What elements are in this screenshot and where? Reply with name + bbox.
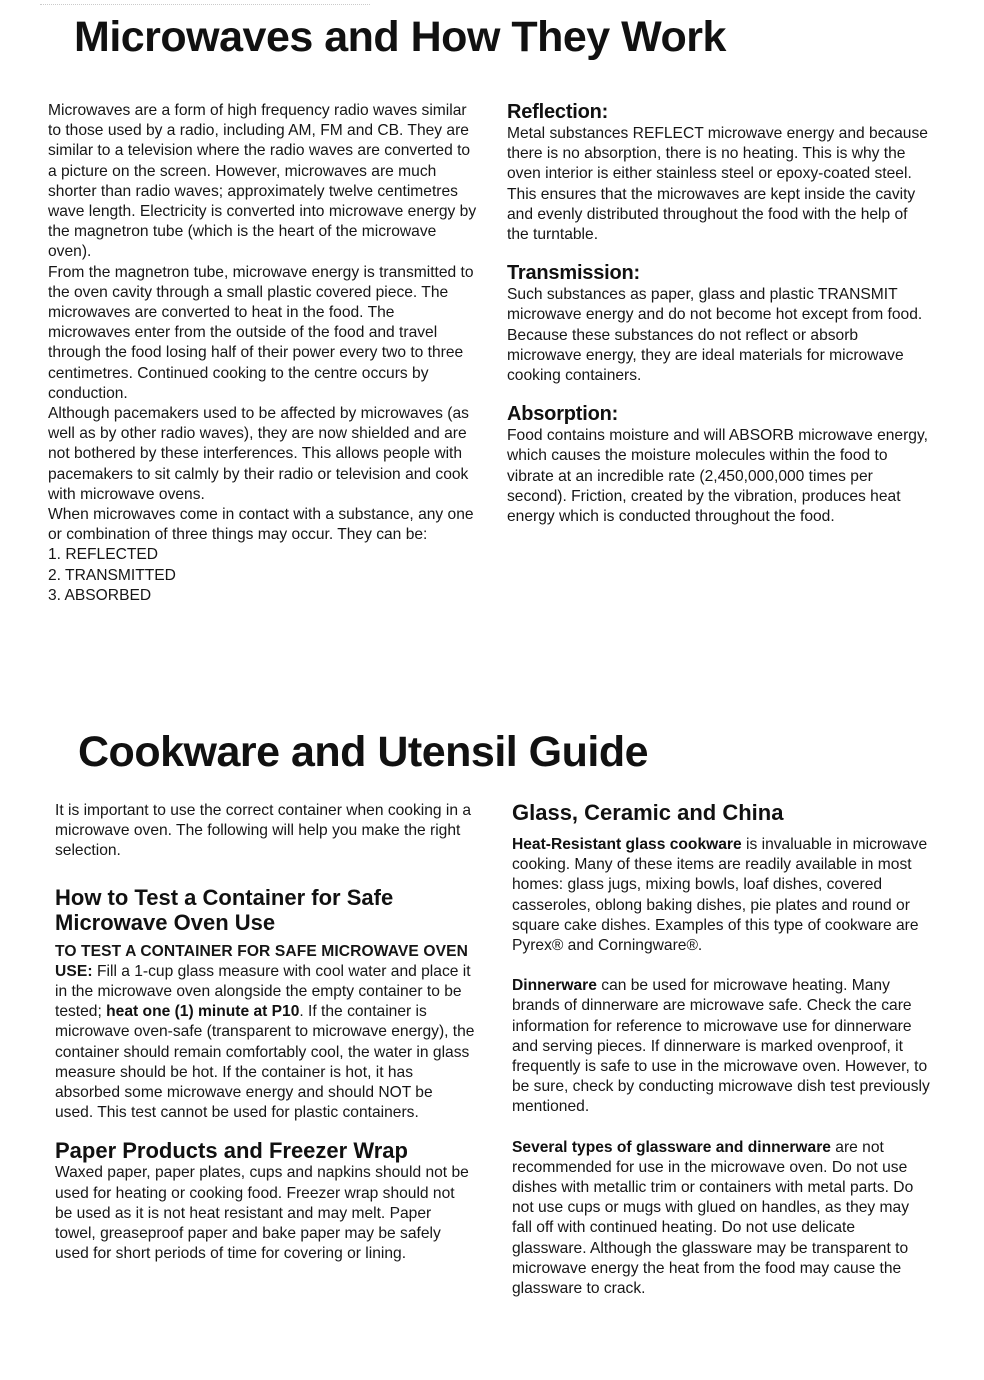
transmission-heading: Transmission: xyxy=(507,262,640,285)
list-item: 3. ABSORBED xyxy=(48,586,152,604)
glass-paragraph: Heat-Resistant glass cookware is invaluable in microwave cooking. Many of these items are readily available in most homes: glass jugs, mixing bowls, loaf dishes, covered casseroles, oblong baking dishes, pie plates and round or square cake dishes. Examples of this type of cookware are Pyrex® and Corningware®. xyxy=(512,836,928,955)
dinnerware-paragraph: Dinnerware can be used for microwave heating. Many brands of dinnerware are microwave safe. Check the care information for reference to microwave use for dinnerware and serving pieces. If dinnerware is marked ovenproof, it frequently is safe to use in the microwave oven. However, to be sure, check by conducting microwave dish test previously mentioned. xyxy=(512,977,930,1116)
paragraph: From the magnetron tube, microwave energy is transmitted to the oven cavity through a small plastic covered piece. The microwaves are converted to heat in the food. The microwaves enter from the outside of the food and travel through the food losing half of their power every two to three centimetres. Continued cooking to the centre occurs by conduction. xyxy=(48,263,474,402)
paper-products-heading: Paper Products and Freezer Wrap xyxy=(55,1138,408,1164)
effects-list xyxy=(48,545,478,606)
absorption-text: Food contains moisture and will ABSORB microwave energy, which causes the moisture molecules within the food to vibrate at an incredible rate (2,450,000,000 times per second). Friction, created by the vibration, produces heat energy which is conducted throughout the food. xyxy=(507,427,928,526)
intro-paragraph: It is important to use the correct container when cooking in a microwave oven. The following will help you make the right selection. xyxy=(55,802,472,860)
section-title-microwaves: Microwaves and How They Work xyxy=(74,13,726,61)
list-item: 2. TRANSMITTED xyxy=(48,566,176,584)
paragraph: Microwaves are a form of high frequency radio waves similar to those used by a radio, including AM, FM and CB. They are similar to a television where the radio waves are converted to a picture on the screen. However, microwaves are much shorter than radio waves; approximately twelve centimetres wave length. Electricity is converted into microwave energy by the magnetron tube (which is the heart of the microwave oven). xyxy=(48,102,477,261)
cookware-left-column xyxy=(55,801,475,1264)
paragraph: Although pacemakers used to be affected by microwaves (as well as by other radio waves), they are now shielded and are not bothered by these interferences. This allows people with pacemakers to sit calmly by their radio or television and cook with microwave ovens. xyxy=(48,405,469,503)
glassware-warning-paragraph: Several types of glassware and dinnerware are not recommended for use in the microwave oven. Do not use dishes with metallic trim or containers with metal parts. Do not use cups or mugs with glued on handles, as they may fall off with continued heating. Do not use delicate glassware. Although the glassware may be transparent to microwave energy the heat from the food may cause the glassware to crack. xyxy=(512,1138,914,1298)
scan-marks xyxy=(40,0,370,5)
reflection-heading: Reflection: xyxy=(507,101,609,123)
test-container-text: TO TEST A CONTAINER FOR SAFE MICROWAVE OVEN USE: Fill a 1-cup glass measure with cool water and place it in the microwave oven alongside the empty container to be tested; heat one (1) minute at P10. If the container is microwave oven-safe (transparent to microwave energy), the container should remain comfortably cool, the water in glass measure should be hot. If the container is hot, it has absorbed some microwave energy and should NOT be used. This test cannot be used for plastic containers. xyxy=(55,942,475,1122)
paper-products-text: Waxed paper, paper plates, cups and napkins should not be used for heating or cooking food. Freezer wrap should not be used as it is not heat resistant and may melt. Paper towel, greaseproof paper and bake paper may be safely used for short periods of time for covering or lining. xyxy=(55,1164,469,1263)
list-item: 1. REFLECTED xyxy=(48,546,159,564)
glass-ceramic-heading: Glass, Ceramic and China xyxy=(512,800,784,825)
cookware-right-column xyxy=(512,800,932,1299)
test-container-heading: How to Test a Container for Safe Microwave Oven Use xyxy=(55,884,394,935)
paragraph: When microwaves come in contact with a substance, any one or combination of three things may occur. They can be: xyxy=(48,506,474,544)
microwaves-left-column xyxy=(48,101,478,606)
reflection-text: Metal substances REFLECT microwave energy and because there is no absorption, there is no heating. This is why the oven interior is either stainless steel or epoxy-coated steel. This ensures that the microwaves are kept inside the cavity and evenly distributed throughout the food with the help of the turntable. xyxy=(507,125,928,244)
absorption-heading: Absorption: xyxy=(507,403,619,426)
section-title-cookware: Cookware and Utensil Guide xyxy=(78,728,648,776)
microwaves-right-column xyxy=(507,100,932,527)
transmission-text: Such substances as paper, glass and plastic TRANSMIT microwave energy and do not become hot except from food. Because these substances do not reflect or absorb microwave energy, they are ideal materials for microwave cooking containers. xyxy=(507,286,923,385)
test-container-lead: TO TEST A CONTAINER FOR SAFE MICROWAVE OVEN USE: xyxy=(55,942,468,980)
